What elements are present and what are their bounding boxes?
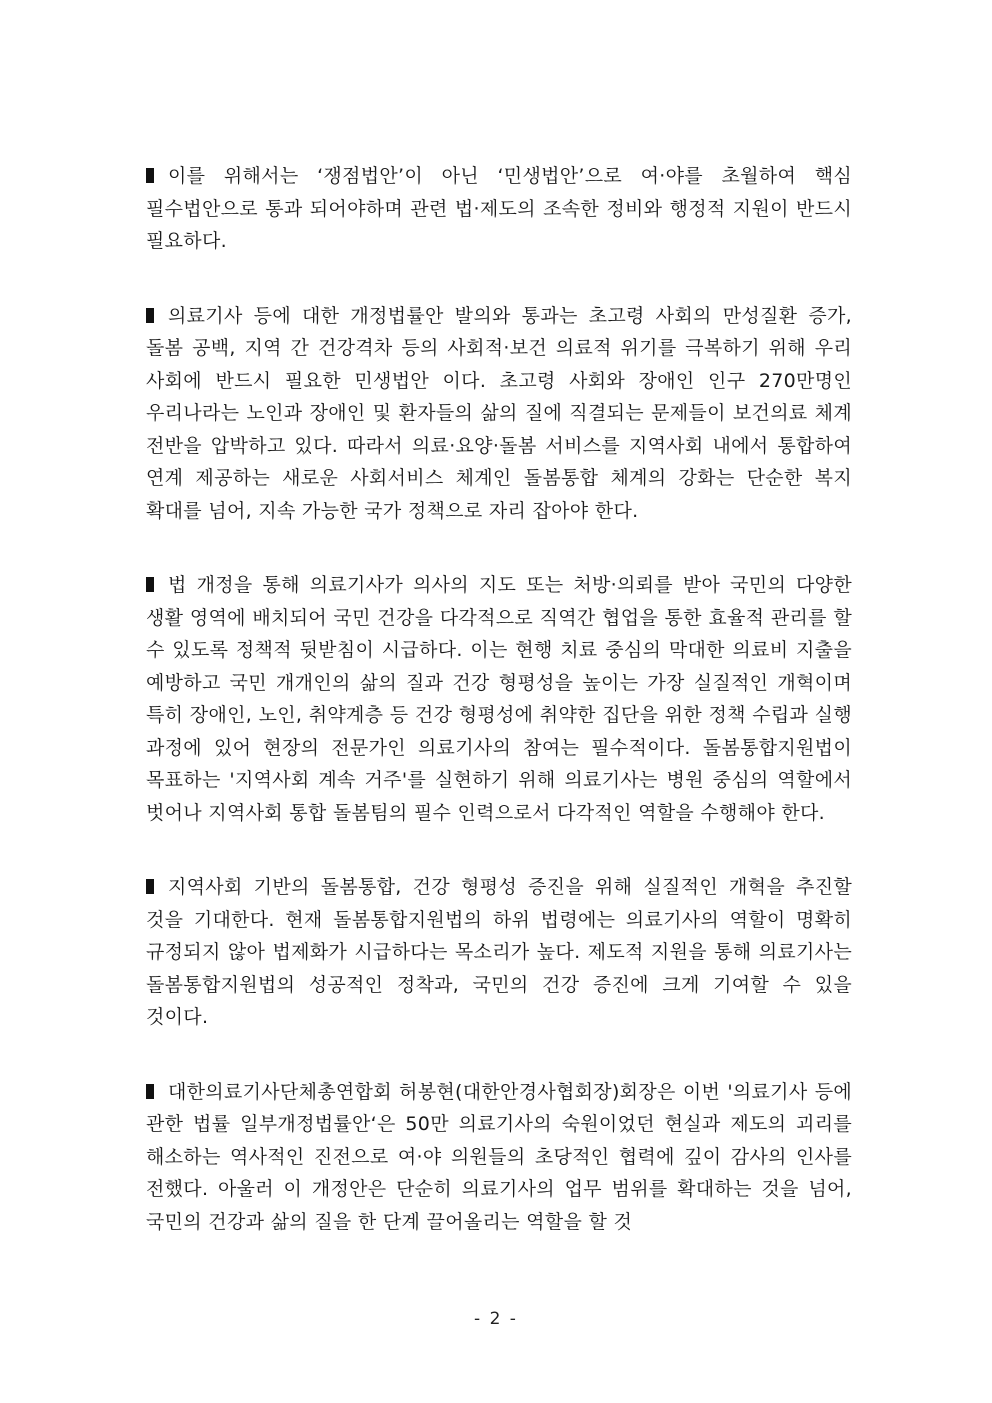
square-bullet-icon xyxy=(146,308,154,323)
square-bullet-icon xyxy=(146,879,154,894)
square-bullet-icon xyxy=(146,577,154,592)
square-bullet-icon xyxy=(146,168,154,183)
paragraph xyxy=(146,160,852,258)
paragraph-text: 법 개정을 통해 의료기사가 의사의 지도 또는 처방·의뢰를 받아 국민의 다양한 생활 영역에 배치되어 국민 건강을 다각적으로 직역간 협업을 통한 효율적 관리를 할 수 있도록 정책적 뒷받침이 시급하다. 이는 현행 치료 중심의 막대한 의료비 지출을 예방하고 국민 개개인의 삶의 질과 건강 형평성을 높이는 가장 실질적인 개혁이며 특히 장애인, 노인, 취약계층 등 건강 형평성에 취약한 집단을 위한 정책 수립과 실행 과정에 있어 현장의 전문가인 의료기사의 참여는 필수적이다. 돌봄통합지원법이 목표하는 '지역사회 계속 거주'를 실현하기 위해 의료기사는 병원 중심의 역할에서 벗어나 지역사회 통합 돌봄팀의 필수 인력으로서 다각적인 역할을 수행해야 한다. xyxy=(146,574,852,824)
paragraph-text: 이를 위해서는 ‘쟁점법안’이 아닌 ‘민생법안’으로 여·야를 초월하여 핵심 필수법안으로 통과 되어야하며 관련 법·제도의 조속한 정비와 행정적 지원이 반드시 필요하다. xyxy=(146,165,852,252)
page-number: - 2 - xyxy=(474,1309,518,1329)
square-bullet-icon xyxy=(146,1084,154,1099)
paragraph xyxy=(146,871,852,1034)
document-body xyxy=(146,160,852,1280)
paragraph-text: 지역사회 기반의 돌봄통합, 건강 형평성 증진을 위해 실질적인 개혁을 추진할 것을 기대한다. 현재 돌봄통합지원법의 하위 법령에는 의료기사의 역할이 명확히 규정되지 않아 법제화가 시급하다는 목소리가 높다. 제도적 지원을 통해 의료기사는 돌봄통합지원법의 성공적인 정착과, 국민의 건강 증진에 크게 기여할 수 있을 것이다. xyxy=(146,876,852,1028)
paragraph xyxy=(146,1076,852,1239)
paragraph-text: 의료기사 등에 대한 개정법률안 발의와 통과는 초고령 사회의 만성질환 증가, 돌봄 공백, 지역 간 건강격차 등의 사회적·보건 의료적 위기를 극복하기 위해 우리 사회에 반드시 필요한 민생법안 이다. 초고령 사회와 장애인 인구 270만명인 우리나라는 노인과 장애인 및 환자들의 삶의 질에 직결되는 문제들이 보건의료 체계 전반을 압박하고 있다. 따라서 의료·요양·돌봄 서비스를 지역사회 내에서 통합하여 연계 제공하는 새로운 사회서비스 체계인 돌봄통합 체계의 강화는 단순한 복지 확대를 넘어, 지속 가능한 국가 정책으로 자리 잡아야 한다. xyxy=(146,304,852,522)
paragraph xyxy=(146,569,852,829)
paragraph-text: 대한의료기사단체총연합회 허봉현(대한안경사협회장)회장은 이번 '의료기사 등에 관한 법률 일부개정법률안‘은 50만 의료기사의 숙원이었던 현실과 제도의 괴리를 해소하는 역사적인 진전으로 여·야 의원들의 초당적인 협력에 깊이 감사의 인사를 전했다. 아울러 이 개정안은 단순히 의료기사의 업무 범위를 확대하는 것을 넘어, 국민의 건강과 삶의 질을 한 단계 끌어올리는 역할을 할 것 xyxy=(146,1080,852,1233)
paragraph xyxy=(146,300,852,528)
